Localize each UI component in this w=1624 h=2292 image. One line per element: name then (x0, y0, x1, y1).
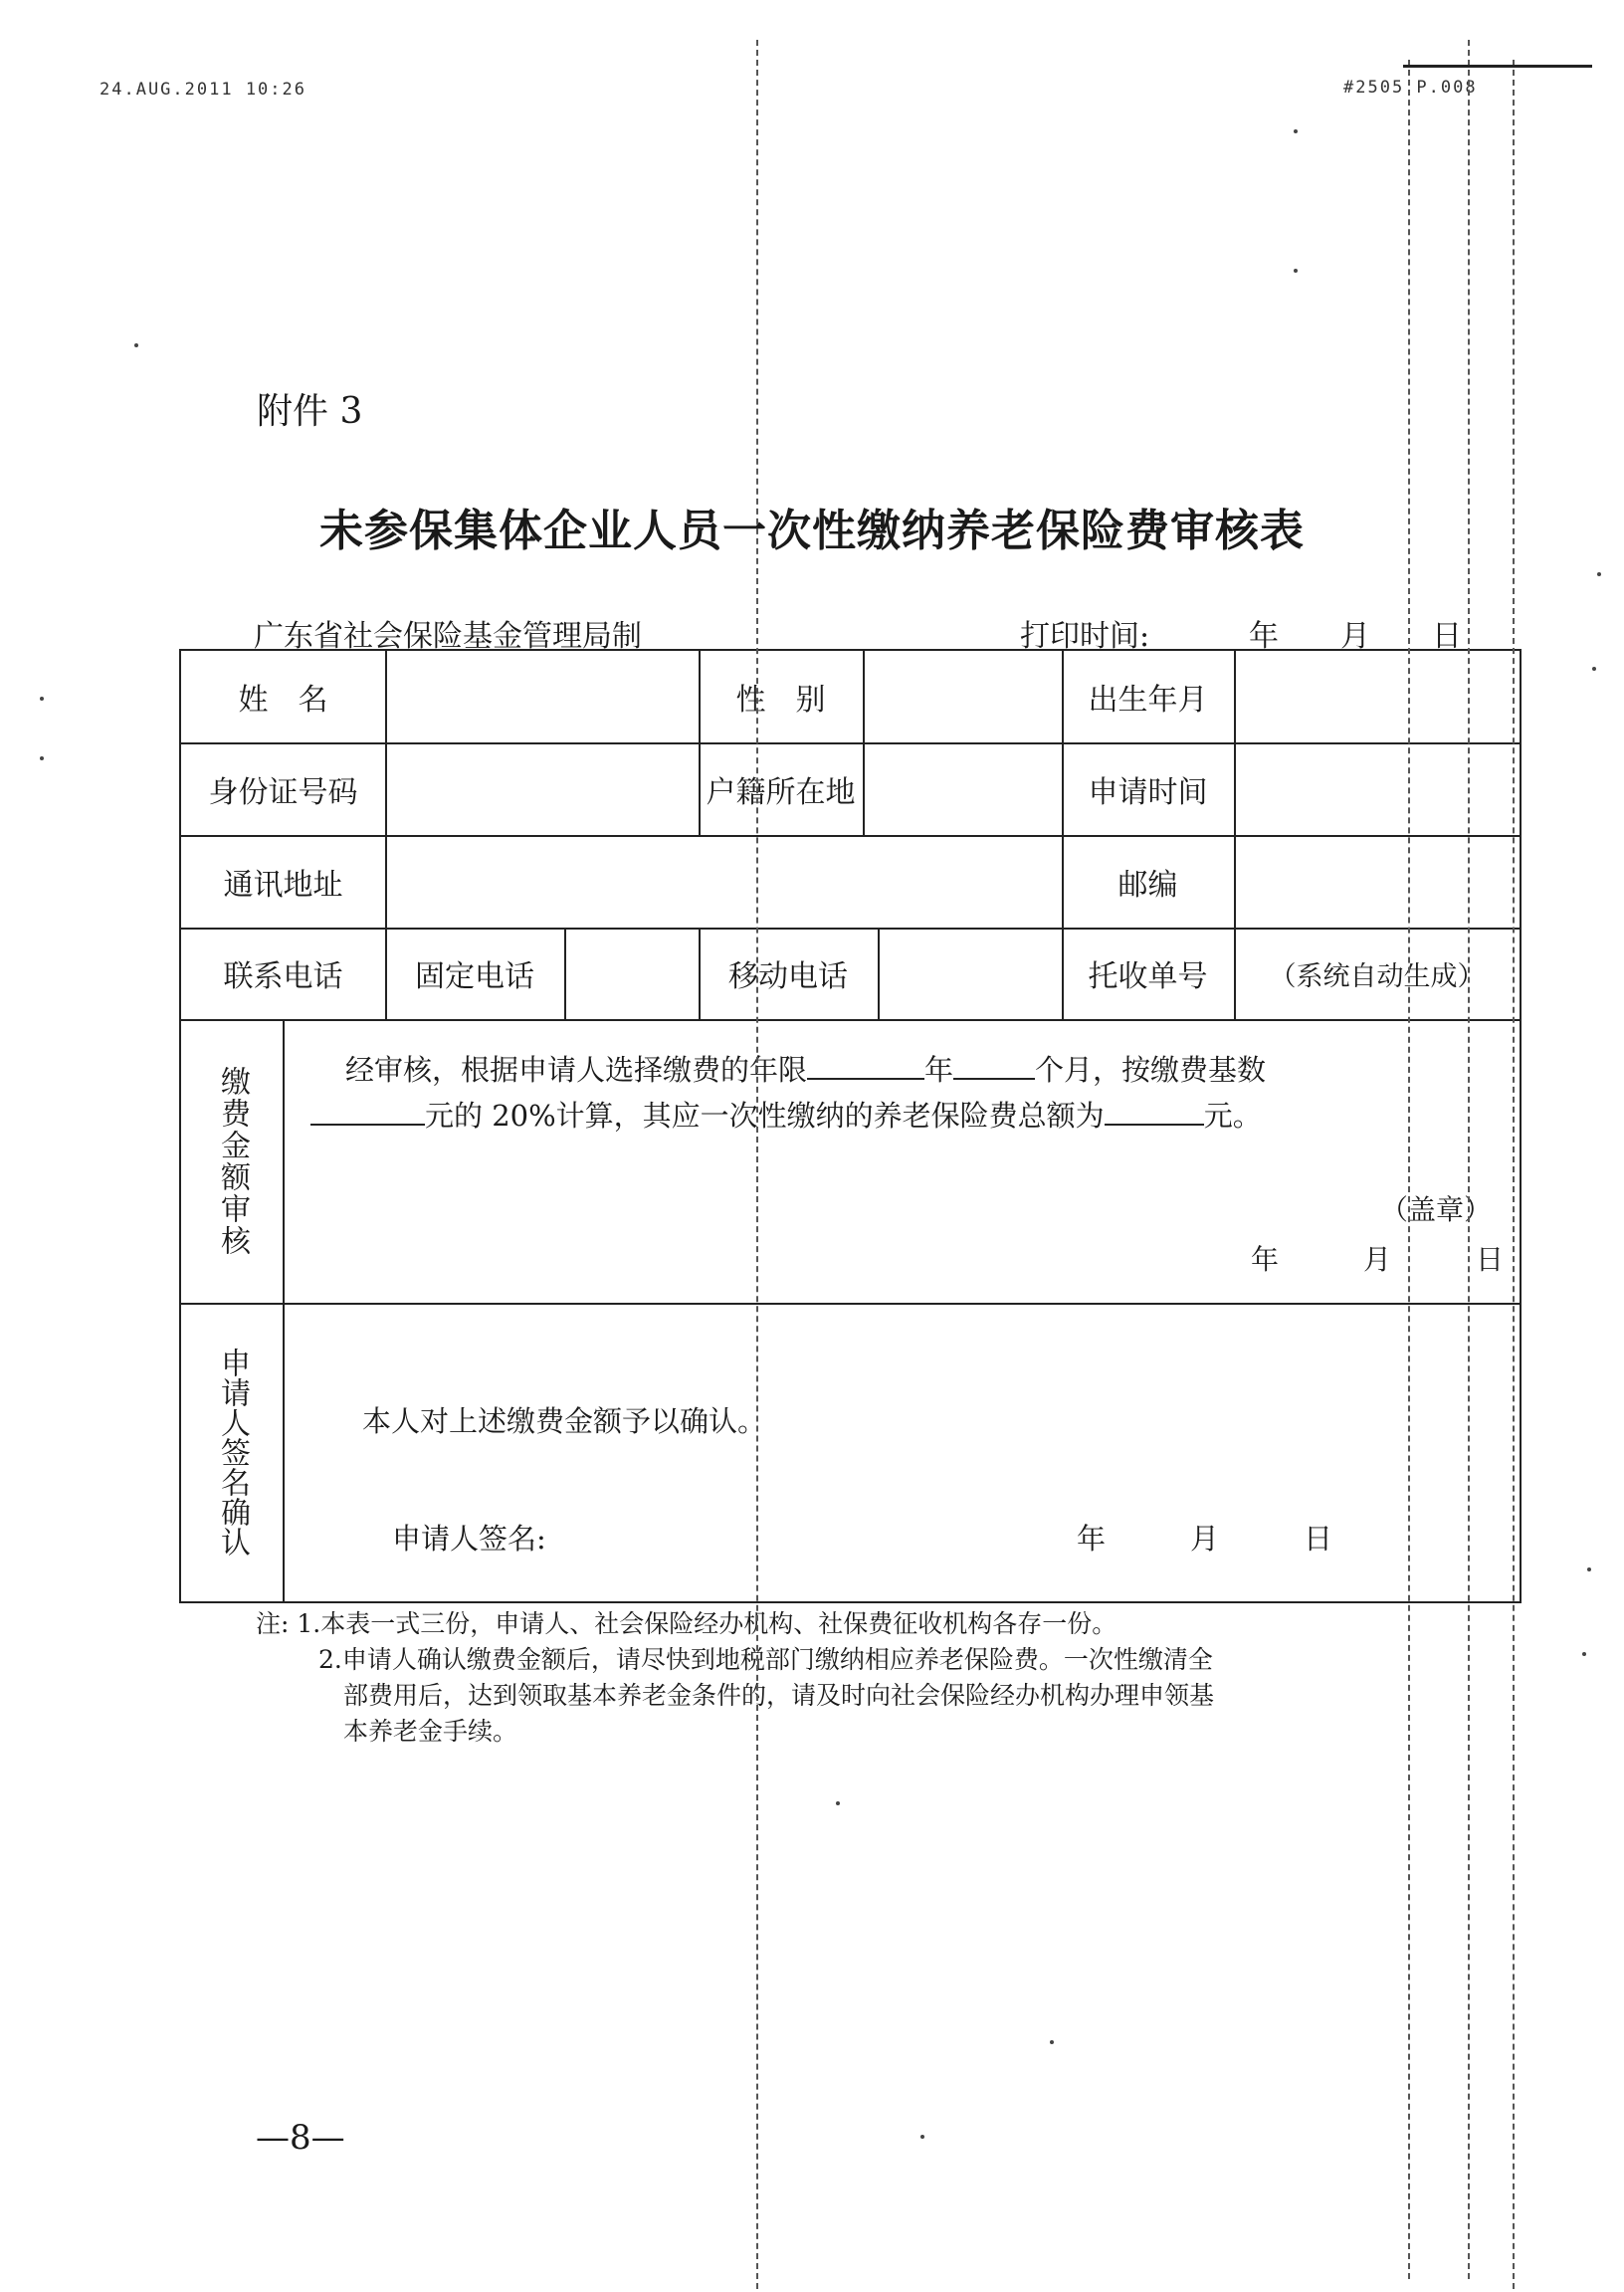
base-blank[interactable] (310, 1094, 425, 1126)
landline-label: 固定电话 (415, 959, 534, 994)
note-2-line-3: 本养老金手续。 (343, 1717, 518, 1746)
scan-artifact-dot (836, 1801, 840, 1805)
scan-artifact-dot (1592, 667, 1596, 671)
page-title: 未参保集体企业人员一次性缴纳养老保险费审核表 (319, 506, 1305, 556)
signature-label: 申请人签名: (392, 1522, 546, 1556)
review-day-label: 日 (1476, 1243, 1505, 1276)
scan-artifact-dot (920, 2135, 924, 2139)
gender-field[interactable] (863, 651, 1062, 742)
note-2-line-2: 部费用后，达到领取基本养老金条件的，请及时向社会保险经办机构办理申领基 (343, 1681, 1215, 1710)
birth-label: 出生年月 (1088, 683, 1208, 718)
receipt-value: （系统自动生成） (1269, 960, 1485, 992)
review-label-text: 缴费金额审核 (215, 1065, 250, 1257)
day-label: 日 (1432, 619, 1462, 654)
fax-timestamp: 24.AUG.2011 10:26 (100, 80, 306, 100)
mobile-label: 移动电话 (728, 959, 848, 994)
confirm-year-label: 年 (1077, 1522, 1107, 1556)
receipt-label: 托收单号 (1088, 959, 1208, 994)
gender-label: 性 别 (735, 683, 826, 718)
review-date (1251, 1238, 1504, 1278)
fax-page-id: #2505 P.008 (1343, 78, 1478, 98)
address-label: 通讯地址 (223, 867, 343, 903)
years-blank[interactable] (807, 1048, 924, 1080)
review-text (345, 1047, 1510, 1139)
scan-artifact-dot (1050, 2040, 1054, 2044)
confirm-date (1077, 1517, 1332, 1558)
scan-artifact-line (1468, 40, 1470, 2279)
apply-time-field[interactable] (1234, 742, 1520, 835)
confirm-month-label: 月 (1190, 1522, 1220, 1556)
scan-artifact-dot (40, 697, 44, 701)
stamp-label: （盖章） (1380, 1193, 1493, 1226)
hukou-field[interactable] (863, 742, 1062, 835)
month-label: 月 (1340, 619, 1370, 654)
review-text-2b: 元。 (1203, 1099, 1262, 1133)
id-label: 身份证号码 (208, 774, 358, 810)
hukou-label: 户籍所在地 (706, 774, 856, 810)
review-label (181, 1019, 283, 1303)
attachment-label: 附件 3 (257, 391, 363, 432)
scan-artifact-dot (1587, 1567, 1591, 1571)
notes (256, 1606, 1500, 1750)
review-month-label: 月 (1363, 1243, 1392, 1276)
scan-artifact-dot (1597, 572, 1601, 576)
scan-artifact-dot (40, 756, 44, 760)
print-time-label: 打印时间: (1020, 619, 1150, 654)
page-number: —8— (256, 2118, 345, 2158)
name-label: 姓 名 (238, 683, 328, 718)
scan-artifact-bar (1403, 65, 1592, 68)
scan-artifact-dot (1582, 1652, 1586, 1656)
scan-artifact-dot (1294, 129, 1298, 133)
review-text-1a: 经审核，根据申请人选择缴费的年限 (345, 1053, 808, 1087)
confirm-label-text: 申请人签名确认 (215, 1348, 250, 1557)
phone-label: 联系电话 (223, 959, 343, 994)
scan-artifact-line (756, 40, 758, 2289)
review-form (179, 649, 1522, 1603)
scan-artifact-line (1408, 60, 1410, 2279)
issuer: 广东省社会保险基金管理局制 (254, 619, 642, 654)
review-year-label: 年 (1251, 1243, 1280, 1276)
name-field[interactable] (385, 651, 699, 742)
landline-field[interactable] (564, 928, 699, 1019)
apply-time-label: 申请时间 (1088, 774, 1208, 810)
postcode-field[interactable] (1234, 835, 1520, 928)
scan-artifact-line (1513, 60, 1515, 2289)
scan-artifact-dot (134, 343, 138, 347)
confirm-label (181, 1303, 283, 1601)
birth-field[interactable] (1234, 651, 1520, 742)
note-2-line-1: 2.申请人确认缴费金额后，请尽快到地税部门缴纳相应养老保险费。一次性缴清全 (318, 1645, 1213, 1674)
address-field[interactable] (385, 835, 1062, 928)
review-text-1c: 个月，按缴费基数 (1035, 1053, 1267, 1087)
id-field[interactable] (385, 742, 699, 835)
note-1: 1.本表一式三份，申请人、社会保险经办机构、社保费征收机构各存一份。 (297, 1609, 1117, 1638)
postcode-label: 邮编 (1117, 867, 1178, 903)
total-blank[interactable] (1105, 1094, 1204, 1126)
confirm-day-label: 日 (1304, 1522, 1333, 1556)
scan-artifact-dot (1294, 269, 1298, 273)
mobile-field[interactable] (878, 928, 1062, 1019)
review-text-1b: 年 (924, 1053, 954, 1087)
notes-prefix: 注: (256, 1609, 290, 1638)
confirm-text: 本人对上述缴费金额予以确认。 (362, 1404, 767, 1438)
months-blank[interactable] (953, 1048, 1035, 1080)
year-label: 年 (1249, 619, 1279, 654)
review-text-2a: 元的 20%计算，其应一次性缴纳的养老保险费总额为 (425, 1099, 1105, 1133)
